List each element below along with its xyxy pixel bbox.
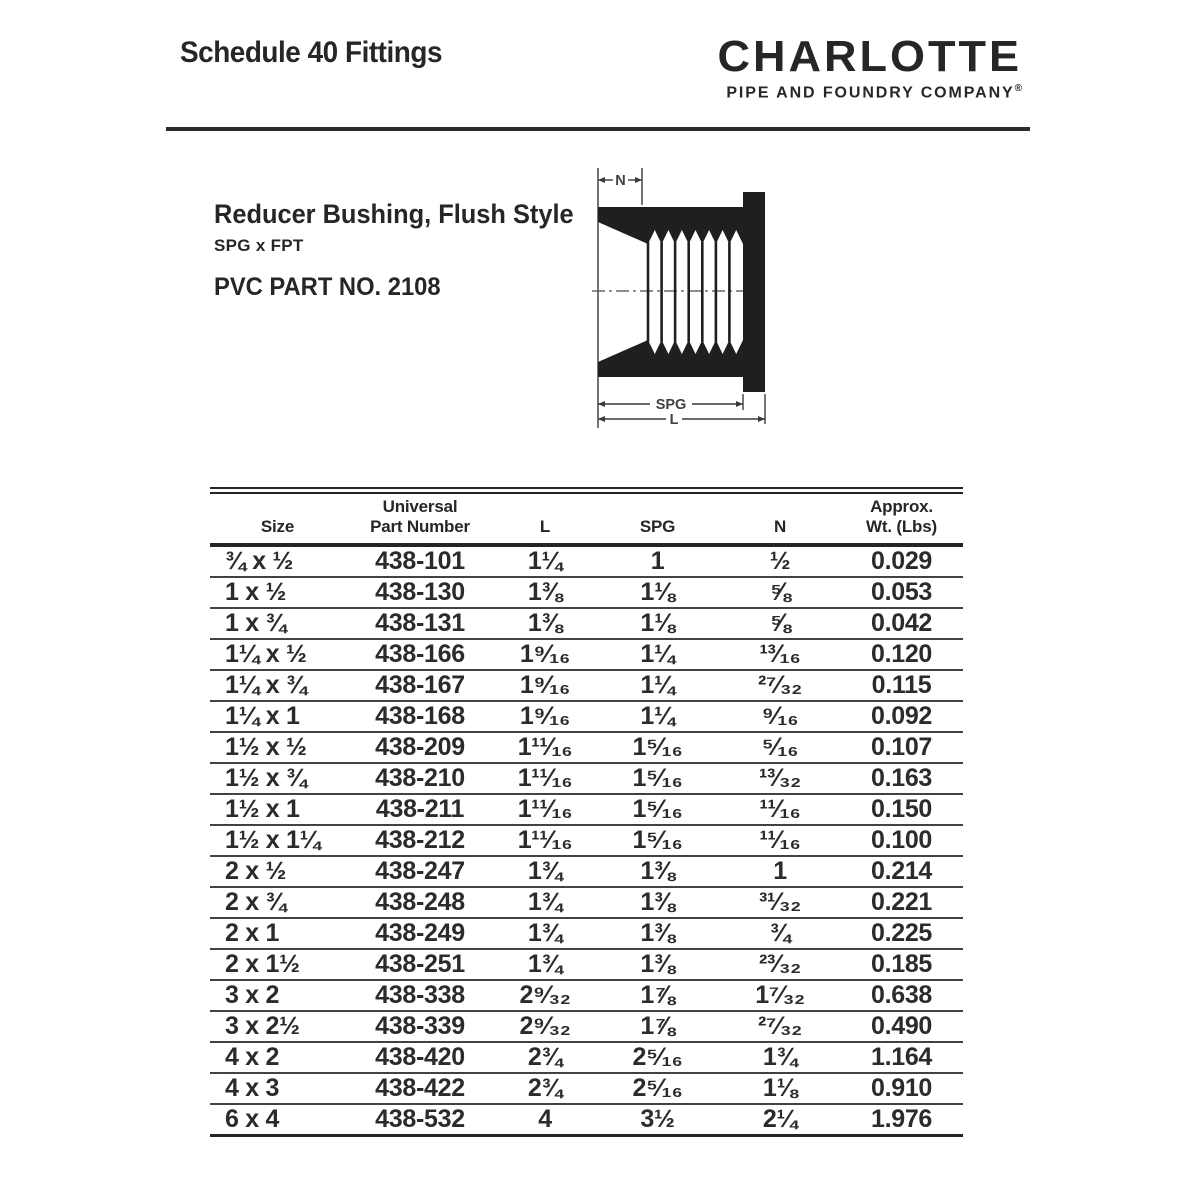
cell-part-number: 438-209 — [345, 732, 495, 763]
cell-size: 2 x ½ — [210, 856, 345, 887]
cell-n: ⅝ — [720, 577, 840, 608]
cell-size: 2 x 1 — [210, 918, 345, 949]
cell-n: 1⅛ — [720, 1073, 840, 1104]
cell-part-number: 438-166 — [345, 639, 495, 670]
cell-size: 1 x ¾ — [210, 608, 345, 639]
cell-part-number: 438-212 — [345, 825, 495, 856]
cell-n: ³¹⁄₃₂ — [720, 887, 840, 918]
cell-part-number: 438-167 — [345, 670, 495, 701]
cell-part-number: 438-251 — [345, 949, 495, 980]
cell-part-number: 438-248 — [345, 887, 495, 918]
cell-spg: 1⅜ — [595, 918, 720, 949]
cell-part-number: 438-338 — [345, 980, 495, 1011]
upper-wall — [598, 207, 743, 244]
cell-n: ¾ — [720, 918, 840, 949]
cell-weight: 0.092 — [840, 701, 963, 732]
cell-n: ²³⁄₃₂ — [720, 949, 840, 980]
table-row — [210, 949, 963, 980]
cell-l: 4 — [495, 1104, 595, 1136]
fitting-diagram — [588, 160, 793, 440]
cell-weight: 0.042 — [840, 608, 963, 639]
cell-l: 1¾ — [495, 949, 595, 980]
cell-n: 1¾ — [720, 1042, 840, 1073]
cell-weight: 0.029 — [870, 547, 933, 576]
cell-size: 6 x 4 — [210, 1104, 345, 1136]
cell-weight: 0.225 — [840, 918, 963, 949]
cell-size: ¾ x ½ — [225, 547, 293, 576]
cell-l: 2¾ — [495, 1042, 595, 1073]
cell-l: 1¹¹⁄₁₆ — [495, 763, 595, 794]
cell-part-number: 438-339 — [345, 1011, 495, 1042]
table-row — [210, 918, 963, 949]
cell-l: 2¾ — [495, 1073, 595, 1104]
cell-spg: 1⁵⁄₁₆ — [595, 794, 720, 825]
cell-spg: 1⅛ — [595, 577, 720, 608]
cell-size: 1¼ x ½ — [210, 639, 345, 670]
cell-n: ½ — [769, 547, 791, 576]
page-title: Schedule 40 Fittings — [180, 36, 443, 69]
cell-n: ¹¹⁄₁₆ — [720, 825, 840, 856]
cell-part-number: 438-101 — [375, 547, 465, 576]
cell-weight: 0.100 — [840, 825, 963, 856]
col-header-spg: SPG — [595, 491, 720, 546]
table-row — [210, 825, 963, 856]
spg-arrow-left — [598, 401, 605, 407]
table-row — [210, 1011, 963, 1042]
cell-spg: 1⁵⁄₁₆ — [595, 732, 720, 763]
cell-l: 1⁹⁄₁₆ — [495, 639, 595, 670]
cell-spg: 1⅞ — [595, 1011, 720, 1042]
fitting-body — [598, 192, 765, 392]
cell-size: 2 x 1½ — [210, 949, 345, 980]
cell-part-number: 438-211 — [345, 794, 495, 825]
brand-tagline — [718, 83, 1022, 102]
table-row — [210, 1104, 963, 1136]
cell-part-number: 438-422 — [345, 1073, 495, 1104]
brand-name: CHARLOTTE — [717, 31, 1022, 81]
cell-part-number: 438-131 — [345, 608, 495, 639]
cell-part-number: 438-247 — [345, 856, 495, 887]
cell-spg: 1⅜ — [595, 856, 720, 887]
cell-l: 1⅜ — [495, 608, 595, 639]
dimension-label-l: L — [669, 412, 679, 428]
cell-weight: 1.976 — [840, 1104, 963, 1136]
spec-table-element — [210, 487, 963, 1137]
cell-spg: 1¼ — [595, 701, 720, 732]
col-header-part-number: Universal Part Number — [345, 491, 495, 546]
cell-part-number: 438-420 — [345, 1042, 495, 1073]
cell-part-number: 438-130 — [345, 577, 495, 608]
cell-part-number: 438-532 — [345, 1104, 495, 1136]
cell-spg: 2⁵⁄₁₆ — [595, 1073, 720, 1104]
table-header-row — [210, 491, 963, 546]
cell-size: 1 x ½ — [210, 577, 345, 608]
l-arrow-right — [758, 416, 765, 422]
cell-spg: 1⅛ — [595, 608, 720, 639]
table-row — [210, 701, 963, 732]
cell-n: ⅝ — [720, 608, 840, 639]
spec-table-body — [210, 545, 963, 1136]
flange-face — [743, 192, 765, 392]
cell-n: 2¼ — [720, 1104, 840, 1136]
product-connection-type: SPG x FPT — [214, 236, 304, 255]
cell-l: 2⁹⁄₃₂ — [495, 1011, 595, 1042]
col-header-size: Size — [210, 491, 345, 546]
cell-part-number: 438-249 — [345, 918, 495, 949]
table-row — [210, 856, 963, 887]
cell-spg: 3½ — [595, 1104, 720, 1136]
table-row — [210, 794, 963, 825]
cell-n: ²⁷⁄₃₂ — [720, 1011, 840, 1042]
cell-weight: 0.638 — [840, 980, 963, 1011]
l-arrow-left — [598, 416, 605, 422]
cell-spg: 1¼ — [595, 639, 720, 670]
cell-spg: 1 — [650, 547, 665, 576]
cell-size: 4 x 2 — [210, 1042, 345, 1073]
cell-spg: 1⅞ — [595, 980, 720, 1011]
brand-logo — [717, 31, 1022, 102]
n-arrow-right — [635, 177, 642, 183]
table-row — [210, 670, 963, 701]
cell-weight: 0.910 — [840, 1073, 963, 1104]
cell-size: 1½ x ¾ — [210, 763, 345, 794]
cell-part-number: 438-168 — [345, 701, 495, 732]
cell-weight: 0.221 — [840, 887, 963, 918]
table-row — [210, 980, 963, 1011]
cell-size: 3 x 2 — [210, 980, 345, 1011]
cell-spg: 1⅜ — [595, 887, 720, 918]
cell-n: ⁵⁄₁₆ — [720, 732, 840, 763]
cell-n: 1 — [720, 856, 840, 887]
cell-weight: 0.490 — [840, 1011, 963, 1042]
spec-table — [210, 487, 963, 1137]
table-row — [210, 545, 963, 577]
cell-l: 1⅜ — [495, 577, 595, 608]
cell-n: ¹¹⁄₁₆ — [720, 794, 840, 825]
table-row — [210, 639, 963, 670]
cell-weight: 0.053 — [840, 577, 963, 608]
product-name: Reducer Bushing, Flush Style — [214, 199, 574, 229]
cell-spg: 2⁵⁄₁₆ — [595, 1042, 720, 1073]
table-row — [210, 1042, 963, 1073]
cell-spg: 1⁵⁄₁₆ — [595, 825, 720, 856]
cell-spg: 1⁵⁄₁₆ — [595, 763, 720, 794]
spg-arrow-right — [736, 401, 743, 407]
cell-l: 1¹¹⁄₁₆ — [495, 825, 595, 856]
lower-wall — [598, 340, 743, 377]
table-row — [210, 577, 963, 608]
dimension-label-n: N — [615, 173, 626, 189]
cell-weight: 0.107 — [840, 732, 963, 763]
cell-l: 1¹¹⁄₁₆ — [495, 794, 595, 825]
thread-lines — [648, 242, 729, 342]
n-arrow-left — [598, 177, 605, 183]
cell-weight: 0.185 — [840, 949, 963, 980]
cell-l: 2⁹⁄₃₂ — [495, 980, 595, 1011]
col-header-n: N — [720, 491, 840, 546]
cell-size: 1½ x ½ — [210, 732, 345, 763]
table-row — [210, 1073, 963, 1104]
brand-tagline-text: PIPE AND FOUNDRY COMPANY — [726, 84, 1015, 102]
cell-weight: 0.120 — [840, 639, 963, 670]
cell-weight: 0.214 — [840, 856, 963, 887]
cell-size: 1¼ x 1 — [210, 701, 345, 732]
cell-l: 1¼ — [527, 547, 563, 576]
cell-l: 1¾ — [495, 918, 595, 949]
cell-weight: 1.164 — [840, 1042, 963, 1073]
cell-size: 1½ x 1 — [210, 794, 345, 825]
col-header-l: L — [495, 491, 595, 546]
registered-mark: ® — [1014, 82, 1022, 94]
cell-l: 1⁹⁄₁₆ — [495, 701, 595, 732]
product-part-number: PVC PART NO. 2108 — [214, 273, 441, 301]
cell-size: 1½ x 1¼ — [210, 825, 345, 856]
cell-weight: 0.115 — [840, 670, 963, 701]
cell-spg: 1¼ — [595, 670, 720, 701]
cell-n: ⁹⁄₁₆ — [720, 701, 840, 732]
cell-l: 1⁹⁄₁₆ — [495, 670, 595, 701]
cell-l: 1¹¹⁄₁₆ — [495, 732, 595, 763]
cell-n: 1⁷⁄₃₂ — [720, 980, 840, 1011]
header-rule — [166, 127, 1030, 131]
table-row — [210, 732, 963, 763]
cell-size: 2 x ¾ — [210, 887, 345, 918]
table-row — [210, 887, 963, 918]
cell-size: 3 x 2½ — [210, 1011, 345, 1042]
cell-size: 4 x 3 — [210, 1073, 345, 1104]
cell-l: 1¾ — [495, 856, 595, 887]
cell-weight: 0.150 — [840, 794, 963, 825]
cell-spg: 1⅜ — [595, 949, 720, 980]
cell-n: ¹³⁄₁₆ — [720, 639, 840, 670]
cell-n: ²⁷⁄₃₂ — [720, 670, 840, 701]
col-header-weight: Approx. Wt. (Lbs) — [840, 491, 963, 546]
cell-n: ¹³⁄₃₂ — [720, 763, 840, 794]
cell-part-number: 438-210 — [345, 763, 495, 794]
cell-l: 1¾ — [495, 887, 595, 918]
table-row — [210, 608, 963, 639]
table-row — [210, 763, 963, 794]
cell-size: 1¼ x ¾ — [210, 670, 345, 701]
dimension-label-spg: SPG — [655, 397, 687, 413]
cell-weight: 0.163 — [840, 763, 963, 794]
